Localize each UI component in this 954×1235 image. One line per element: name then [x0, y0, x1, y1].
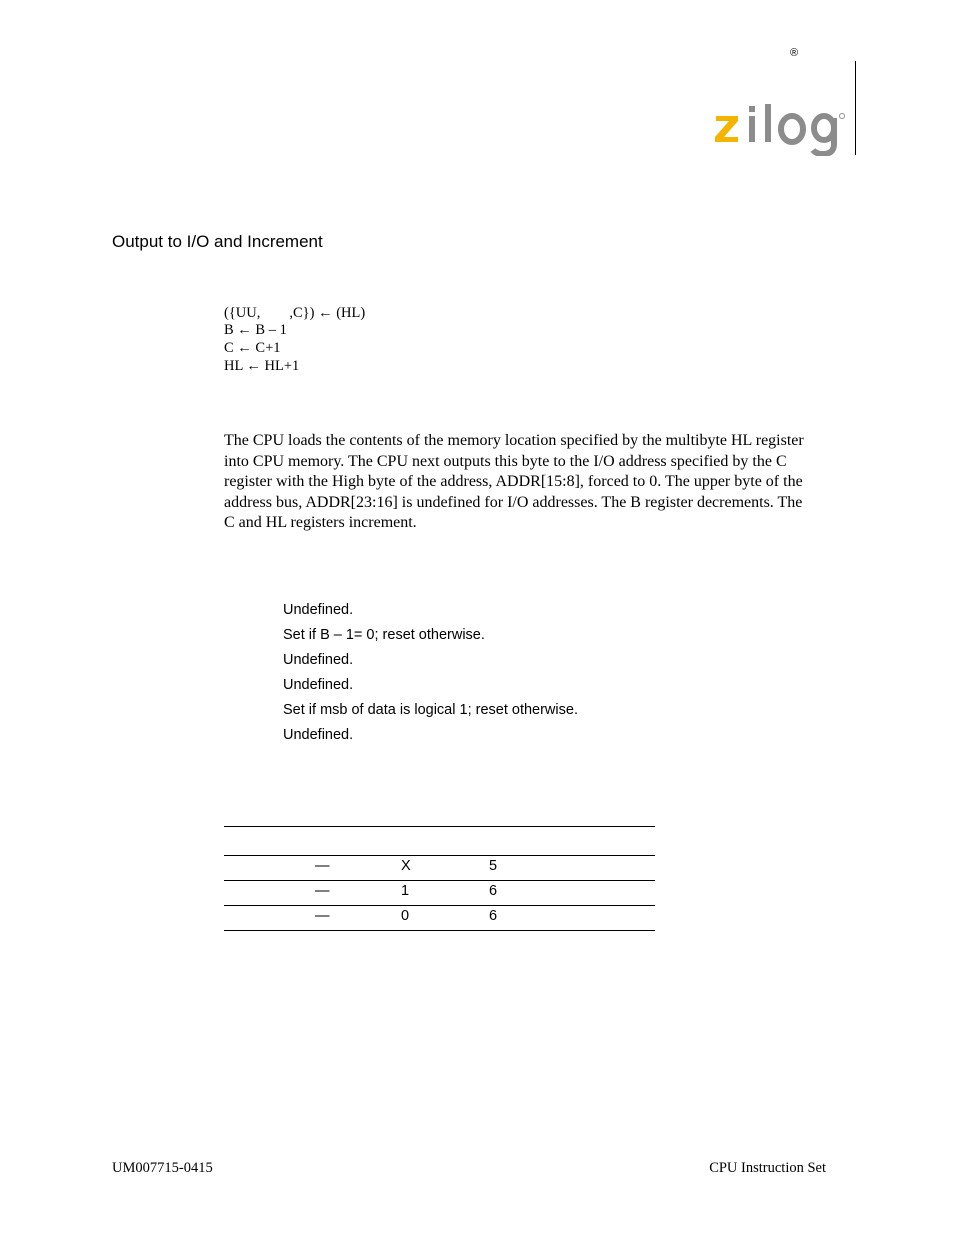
table-cell: —	[315, 883, 330, 899]
table-row-rule	[224, 880, 655, 881]
flag-line: Undefined.	[283, 677, 354, 693]
description-line: C and HL registers increment.	[224, 514, 417, 531]
description-paragraph	[224, 431, 849, 534]
table-cell: 6	[489, 883, 498, 899]
table-cell: —	[315, 858, 330, 874]
description-line: address bus, ADDR[23:16] is undefined for I/O addresses. The B register decrements. The	[224, 493, 803, 511]
logo-letter-l	[765, 104, 771, 142]
table-bottom-rule	[224, 930, 655, 931]
operation-line-1: ({UU, ,C}) ← (HL)	[224, 305, 366, 321]
table-cell: 6	[489, 908, 498, 924]
table-cell: 5	[489, 858, 498, 874]
description-line: register with the High byte of the address, ADDR[15:8], forced to 0. The upper byte of the	[224, 473, 803, 490]
header-divider	[855, 61, 856, 155]
flag-line: Undefined.	[283, 652, 354, 668]
flag-line: Undefined.	[283, 727, 354, 743]
operation-line-2: B ← B – 1	[224, 322, 287, 338]
logo-letter-z	[715, 116, 738, 142]
logo-letter-o	[781, 116, 803, 142]
logo-letter-i-dot	[749, 106, 755, 112]
table-cell: 1	[401, 883, 410, 899]
operation-line-4: HL ← HL+1	[224, 358, 300, 374]
description-line: The CPU loads the contents of the memory location specified by the multibyte HL register	[224, 432, 804, 449]
table-cell: 0	[401, 908, 410, 924]
footer-section-name: CPU Instruction Set	[709, 1160, 826, 1176]
operation-line-3: C ← C+1	[224, 340, 281, 356]
footer-doc-number: UM007715-0415	[112, 1160, 213, 1176]
table-cell: —	[315, 908, 330, 924]
table-top-rule	[224, 826, 655, 827]
zilog-logo	[712, 104, 846, 156]
table-row-rule	[224, 905, 655, 906]
description-line: into CPU memory. The CPU next outputs this byte to the I/O address specified by the C	[224, 452, 787, 470]
registered-mark: ®	[790, 47, 799, 59]
flag-line: Set if msb of data is logical 1; reset otherwise.	[283, 702, 578, 718]
flag-line: Undefined.	[283, 602, 354, 618]
logo-letter-i	[749, 116, 755, 142]
table-header-rule	[224, 855, 655, 856]
table-cell: X	[401, 858, 411, 874]
section-title: Output to I/O and Increment	[112, 232, 323, 251]
flag-line: Set if B – 1= 0; reset otherwise.	[283, 627, 485, 643]
